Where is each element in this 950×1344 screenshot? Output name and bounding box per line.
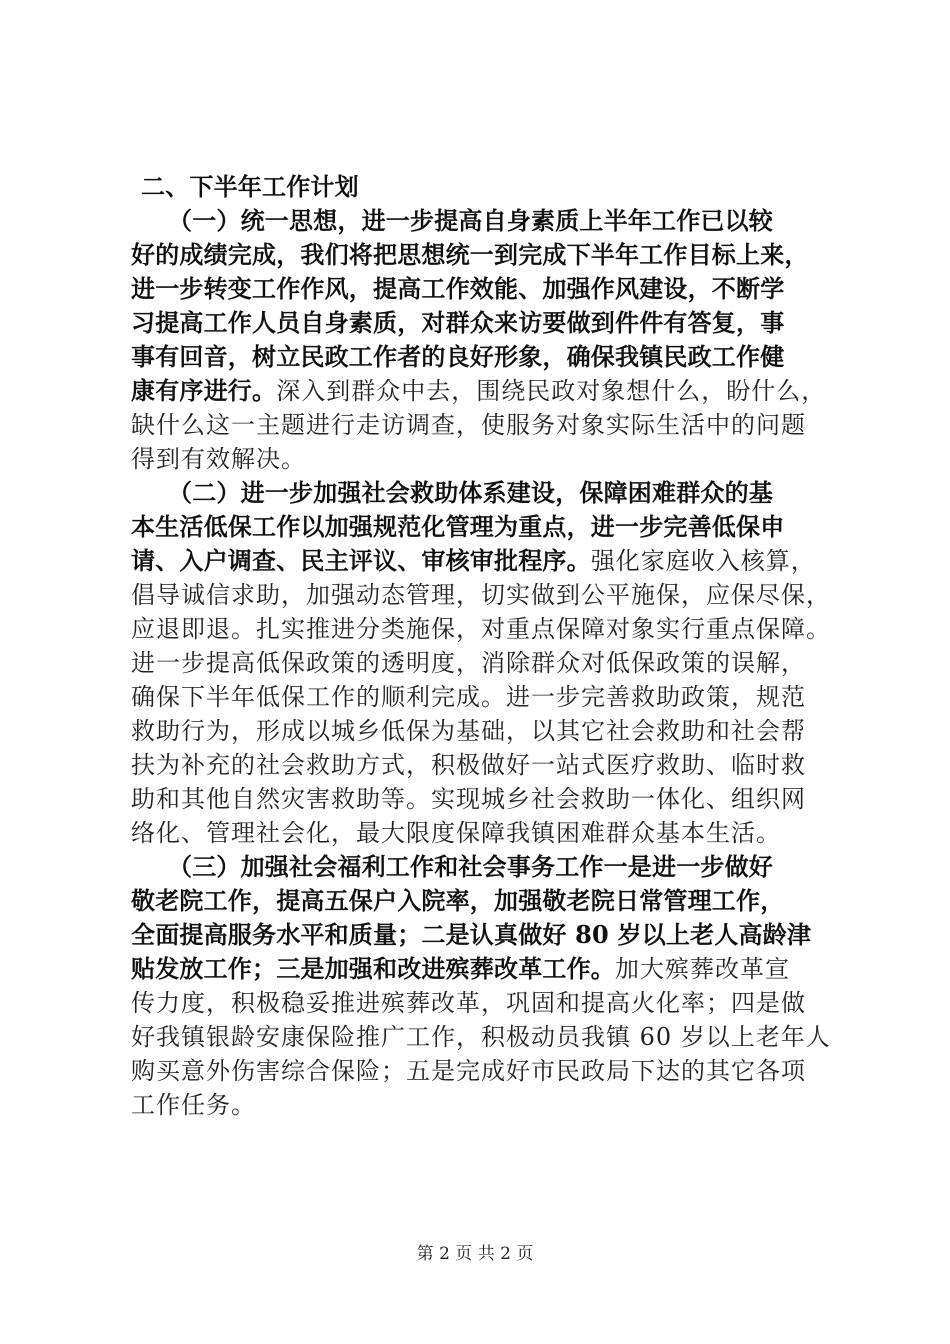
paragraph-2-line: 助和其他自然灾害救助等。实现城乡社会救助一体化、组织网 — [131, 785, 806, 813]
paragraph-3-line: （三）加强社会福利工作和社会事务工作一是进一步做好 — [168, 852, 773, 881]
paragraph-3-line: 工作任务。 — [131, 1091, 256, 1119]
paragraph-1-line: 好的成绩完成，我们将把思想统一到完成下半年工作目标上来， — [131, 240, 809, 269]
paragraph-3-line — [131, 952, 831, 986]
paragraph-2-line: 扶为补充的社会救助方式，积极做好一站式医疗救助、临时救 — [131, 751, 806, 779]
regular-text: 加大殡葬改革宣 — [615, 955, 790, 983]
paragraph-2-line: （二）进一步加强社会救助体系建设，保障困难群众的基 — [168, 478, 773, 507]
paragraph-1-line: 缺什么这一主题进行走访调查，使服务对象实际生活中的问题 — [131, 411, 806, 439]
regular-text: 深入到群众中去，围绕民政对象想什么，盼什么， — [276, 377, 827, 405]
paragraph-2-line: 应退即退。扎实推进分类施保，对重点保障对象实行重点保障。 — [131, 615, 831, 643]
paragraph-1-line: （一）统一思想，进一步提高自身素质上半年工作已以较 — [168, 206, 773, 235]
paragraph-2-line: 确保下半年低保工作的顺利完成。进一步完善救助政策，规范 — [131, 683, 806, 711]
paragraph-1-line: 进一步转变工作作风，提高工作效能、加强作风建设，不断学 — [131, 274, 785, 303]
paragraph-1-line: 得到有效解决。 — [131, 445, 306, 473]
paragraph-3-line: 敬老院工作，提高五保户入院率，加强敬老院日常管理工作， — [131, 886, 785, 915]
paragraph-3-line: 全面提高服务水平和质量；二是认真做好 80 岁以上老人高龄津 — [131, 920, 812, 949]
regular-text: 强化家庭收入核算， — [590, 547, 816, 575]
section-heading: 二、下半年工作计划 — [141, 172, 359, 201]
page-footer: 第 2 页 共 2 页 — [416, 1244, 534, 1264]
paragraph-3-line: 购买意外伤害综合保险；五是完成好市民政局下达的其它各项 — [131, 1057, 806, 1085]
paragraph-2-line: 本生活低保工作以加强规范化管理为重点，进一步完善低保申 — [131, 512, 785, 541]
bold-text: 康有序进行。 — [131, 376, 277, 405]
document-body — [131, 170, 831, 1122]
bold-text: 请、入户调查、民主评议、审核审批程序。 — [131, 546, 591, 575]
paragraph-1-line: 事有回音，树立民政工作者的良好形象，确保我镇民政工作健 — [131, 342, 785, 371]
paragraph-2-line: 络化、管理社会化，最大限度保障我镇困难群众基本生活。 — [131, 819, 781, 847]
paragraph-2-line: 进一步提高低保政策的透明度，消除群众对低保政策的误解， — [131, 649, 806, 677]
paragraph-2-line: 救助行为，形成以城乡低保为基础，以其它社会救助和社会帮 — [131, 717, 806, 745]
paragraph-2-line — [131, 544, 831, 578]
paragraph-2-line: 倡导诚信求助，加强动态管理，切实做到公平施保，应保尽保， — [131, 581, 831, 609]
paragraph-3-line: 好我镇银龄安康保险推广工作，积极动员我镇 60 岁以上老年人 — [131, 1023, 831, 1051]
paragraph-3-line: 传力度，积极稳妥推进殡葬改革，巩固和提高火化率；四是做 — [131, 989, 806, 1017]
paragraph-1-line — [131, 374, 831, 408]
bold-text: 贴发放工作；三是加强和改进殡葬改革工作。 — [131, 954, 615, 983]
paragraph-1-line: 习提高工作人员自身素质，对群众来访要做到件件有答复，事 — [131, 308, 785, 337]
